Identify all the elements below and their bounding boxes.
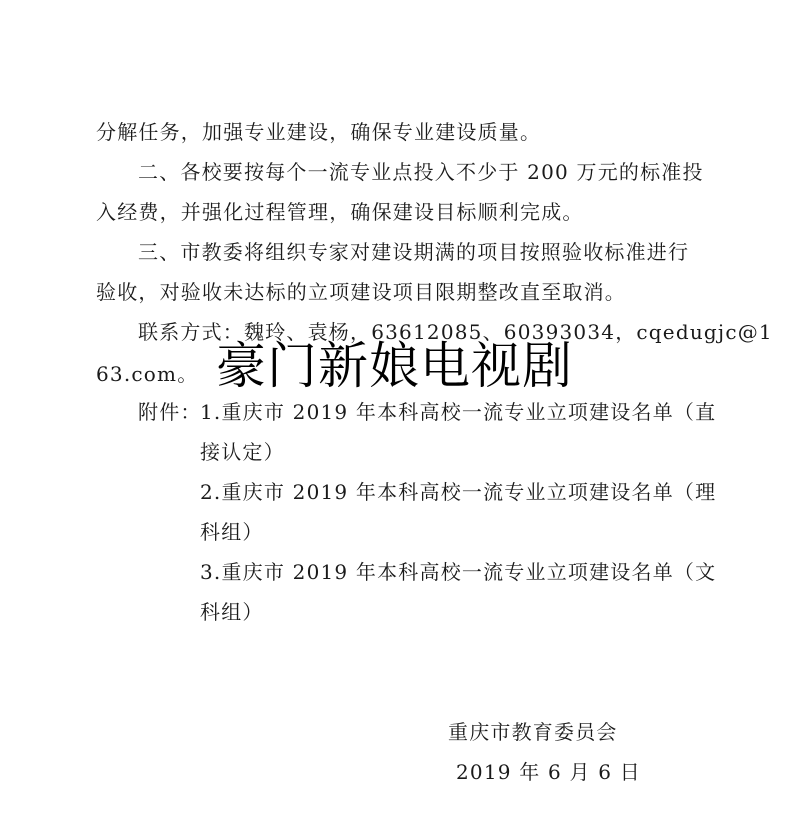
attachment-item: 3.重庆市 2019 年本科高校一流专业立项建设名单（文 [200,560,717,584]
paragraph-line: 验收，对验收未达标的立项建设项目限期整改直至取消。 [96,280,626,304]
paragraph-line: 三、市教委将组织专家对建设期满的项目按照验收标准进行 [138,240,690,264]
paragraph-line: 二、各校要按每个一流专业点投入不少于 200 万元的标准投 [138,160,704,184]
signature-org: 重庆市教育委员会 [448,720,618,744]
attachment-item: 2.重庆市 2019 年本科高校一流专业立项建设名单（理 [200,480,717,504]
attachment-item-cont: 科组） [200,600,264,624]
attachment-item-cont: 接认定） [200,440,285,464]
attachment-item-cont: 科组） [200,520,264,544]
attachment-item: 1.重庆市 2019 年本科高校一流专业立项建设名单（直 [200,400,717,424]
contact-line: 联系方式：魏玲、袁杨，63612085、60393034，cqedugjc@1 [138,320,773,344]
paragraph-line: 入经费，并强化过程管理，确保建设目标顺利完成。 [96,200,584,224]
attachments-label: 附件： [138,400,202,424]
overlay-title: 豪门新娘电视剧 [216,337,573,395]
contact-line: 63.com。 [96,362,199,386]
signature-date: 2019 年 6 月 6 日 [456,760,641,784]
paragraph-line: 分解任务，加强专业建设，确保专业建设质量。 [96,120,542,144]
